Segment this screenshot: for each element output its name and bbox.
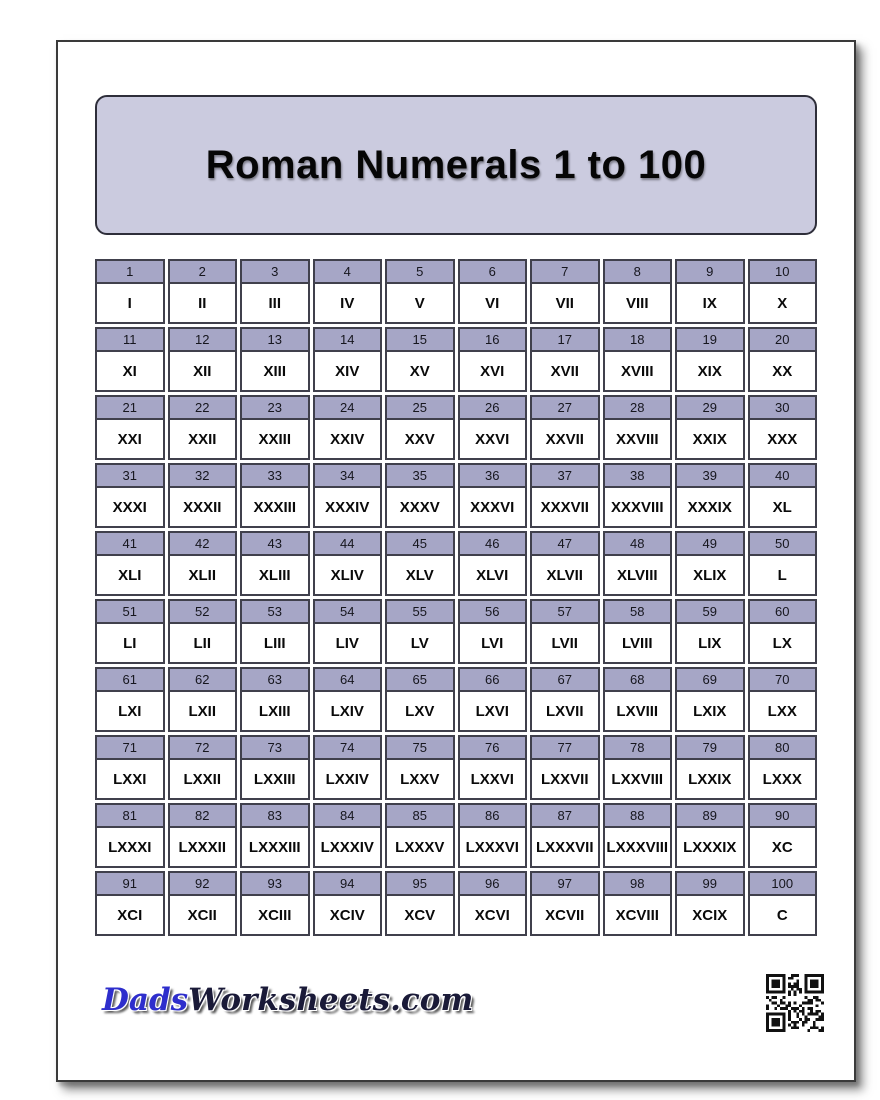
arabic-number-cell: 19 bbox=[675, 327, 745, 350]
roman-numeral-cell: XXXIX bbox=[675, 486, 745, 528]
roman-numeral-cell: XXXIV bbox=[313, 486, 383, 528]
roman-numeral-cell: V bbox=[385, 282, 455, 324]
roman-numeral-cell: XXVI bbox=[458, 418, 528, 460]
table-pair-row bbox=[95, 395, 817, 460]
roman-numeral-cell: XLI bbox=[95, 554, 165, 596]
roman-numeral-cell: XLIX bbox=[675, 554, 745, 596]
roman-numeral-cell: LVI bbox=[458, 622, 528, 664]
arabic-number-cell: 43 bbox=[240, 531, 310, 554]
roman-numeral-cell: LXXXIII bbox=[240, 826, 310, 868]
roman-numeral-cell: XIX bbox=[675, 350, 745, 392]
roman-numeral-cell: XXXVII bbox=[530, 486, 600, 528]
table-pair-row bbox=[95, 735, 817, 800]
roman-numeral-cell: LXXXVI bbox=[458, 826, 528, 868]
arabic-number-cell: 52 bbox=[168, 599, 238, 622]
arabic-number-cell: 5 bbox=[385, 259, 455, 282]
roman-numeral-cell: XLIV bbox=[313, 554, 383, 596]
roman-numeral-cell: LII bbox=[168, 622, 238, 664]
arabic-number-cell: 58 bbox=[603, 599, 673, 622]
roman-numeral-cell: LXXIII bbox=[240, 758, 310, 800]
arabic-number-cell: 94 bbox=[313, 871, 383, 894]
arabic-number-cell: 44 bbox=[313, 531, 383, 554]
roman-numeral-cell: XXX bbox=[748, 418, 818, 460]
arabic-number-cell: 86 bbox=[458, 803, 528, 826]
arabic-number-cell: 36 bbox=[458, 463, 528, 486]
arabic-number-cell: 47 bbox=[530, 531, 600, 554]
roman-numeral-cell: IX bbox=[675, 282, 745, 324]
arabic-number-cell: 82 bbox=[168, 803, 238, 826]
arabic-number-cell: 33 bbox=[240, 463, 310, 486]
roman-numeral-cell: LXXXI bbox=[95, 826, 165, 868]
roman-numeral-cell: XCV bbox=[385, 894, 455, 936]
arabic-number-cell: 16 bbox=[458, 327, 528, 350]
arabic-number-cell: 79 bbox=[675, 735, 745, 758]
arabic-number-cell: 39 bbox=[675, 463, 745, 486]
arabic-number-cell: 90 bbox=[748, 803, 818, 826]
arabic-number-cell: 20 bbox=[748, 327, 818, 350]
arabic-number-cell: 91 bbox=[95, 871, 165, 894]
roman-numeral-cell: LXXXIV bbox=[313, 826, 383, 868]
roman-numeral-cell: LXXX bbox=[748, 758, 818, 800]
roman-numeral-cell: LXX bbox=[748, 690, 818, 732]
arabic-number-cell: 61 bbox=[95, 667, 165, 690]
roman-numerals-table bbox=[95, 259, 817, 936]
arabic-number-cell: 49 bbox=[675, 531, 745, 554]
arabic-number-cell: 59 bbox=[675, 599, 745, 622]
roman-numeral-cell: L bbox=[748, 554, 818, 596]
arabic-number-cell: 63 bbox=[240, 667, 310, 690]
arabic-number-cell: 51 bbox=[95, 599, 165, 622]
arabic-number-cell: 88 bbox=[603, 803, 673, 826]
roman-numeral-cell: XLV bbox=[385, 554, 455, 596]
roman-numeral-cell: XXXVI bbox=[458, 486, 528, 528]
table-pair-row bbox=[95, 803, 817, 868]
roman-numeral-cell: XCVII bbox=[530, 894, 600, 936]
roman-numeral-cell: LIII bbox=[240, 622, 310, 664]
arabic-number-cell: 14 bbox=[313, 327, 383, 350]
table-pair-row bbox=[95, 259, 817, 324]
roman-numeral-cell: LXXII bbox=[168, 758, 238, 800]
roman-numeral-cell: LXXVIII bbox=[603, 758, 673, 800]
roman-numeral-cell: X bbox=[748, 282, 818, 324]
arabic-number-cell: 83 bbox=[240, 803, 310, 826]
arabic-number-cell: 93 bbox=[240, 871, 310, 894]
roman-numeral-cell: LXXXV bbox=[385, 826, 455, 868]
page-title: Roman Numerals 1 to 100 bbox=[205, 142, 707, 187]
roman-numeral-cell: XCII bbox=[168, 894, 238, 936]
roman-numeral-cell: XII bbox=[168, 350, 238, 392]
arabic-number-cell: 28 bbox=[603, 395, 673, 418]
arabic-number-cell: 42 bbox=[168, 531, 238, 554]
arabic-number-cell: 85 bbox=[385, 803, 455, 826]
arabic-number-cell: 23 bbox=[240, 395, 310, 418]
roman-numeral-cell: XXVII bbox=[530, 418, 600, 460]
roman-numeral-cell: VIII bbox=[603, 282, 673, 324]
arabic-number-cell: 25 bbox=[385, 395, 455, 418]
arabic-number-cell: 100 bbox=[748, 871, 818, 894]
arabic-number-cell: 96 bbox=[458, 871, 528, 894]
arabic-number-cell: 46 bbox=[458, 531, 528, 554]
roman-numeral-cell: LXXVII bbox=[530, 758, 600, 800]
roman-numeral-cell: VI bbox=[458, 282, 528, 324]
roman-numeral-cell: XXIII bbox=[240, 418, 310, 460]
roman-numeral-cell: XL bbox=[748, 486, 818, 528]
roman-numeral-cell: XLVII bbox=[530, 554, 600, 596]
arabic-number-cell: 9 bbox=[675, 259, 745, 282]
roman-numeral-cell: XVII bbox=[530, 350, 600, 392]
roman-numeral-cell: LXXXVIII bbox=[603, 826, 673, 868]
roman-numeral-cell: LXIX bbox=[675, 690, 745, 732]
dadsworksheets-logo bbox=[102, 982, 474, 1018]
roman-numeral-cell: XXV bbox=[385, 418, 455, 460]
roman-numeral-cell: XCVIII bbox=[603, 894, 673, 936]
arabic-number-cell: 8 bbox=[603, 259, 673, 282]
arabic-number-cell: 13 bbox=[240, 327, 310, 350]
table-pair-row bbox=[95, 667, 817, 732]
roman-numeral-cell: LXXIV bbox=[313, 758, 383, 800]
roman-numeral-cell: LX bbox=[748, 622, 818, 664]
arabic-number-cell: 70 bbox=[748, 667, 818, 690]
roman-numeral-cell: C bbox=[748, 894, 818, 936]
roman-numeral-cell: LXXV bbox=[385, 758, 455, 800]
arabic-number-cell: 18 bbox=[603, 327, 673, 350]
arabic-number-cell: 60 bbox=[748, 599, 818, 622]
roman-numeral-cell: LIX bbox=[675, 622, 745, 664]
arabic-number-cell: 99 bbox=[675, 871, 745, 894]
roman-numeral-cell: XC bbox=[748, 826, 818, 868]
roman-numeral-cell: XX bbox=[748, 350, 818, 392]
roman-numeral-cell: VII bbox=[530, 282, 600, 324]
roman-numeral-cell: XLVIII bbox=[603, 554, 673, 596]
roman-numeral-cell: XXIX bbox=[675, 418, 745, 460]
arabic-number-cell: 37 bbox=[530, 463, 600, 486]
arabic-number-cell: 10 bbox=[748, 259, 818, 282]
arabic-number-cell: 48 bbox=[603, 531, 673, 554]
roman-numeral-cell: LXXI bbox=[95, 758, 165, 800]
roman-numeral-cell: XIII bbox=[240, 350, 310, 392]
roman-numeral-cell: XCIII bbox=[240, 894, 310, 936]
roman-numeral-cell: LXVI bbox=[458, 690, 528, 732]
roman-numeral-cell: LVIII bbox=[603, 622, 673, 664]
arabic-number-cell: 12 bbox=[168, 327, 238, 350]
roman-numeral-cell: LXXXII bbox=[168, 826, 238, 868]
arabic-number-cell: 80 bbox=[748, 735, 818, 758]
roman-numeral-cell: XI bbox=[95, 350, 165, 392]
arabic-number-cell: 64 bbox=[313, 667, 383, 690]
arabic-number-cell: 81 bbox=[95, 803, 165, 826]
arabic-number-cell: 72 bbox=[168, 735, 238, 758]
roman-numeral-cell: LXXVI bbox=[458, 758, 528, 800]
title-banner bbox=[95, 95, 817, 235]
logo-text-worksheets-com: Worksheets.com bbox=[188, 982, 474, 1018]
arabic-number-cell: 4 bbox=[313, 259, 383, 282]
roman-numeral-cell: LXI bbox=[95, 690, 165, 732]
arabic-number-cell: 57 bbox=[530, 599, 600, 622]
roman-numeral-cell: IV bbox=[313, 282, 383, 324]
roman-numeral-cell: LXIV bbox=[313, 690, 383, 732]
table-pair-row bbox=[95, 531, 817, 596]
arabic-number-cell: 45 bbox=[385, 531, 455, 554]
arabic-number-cell: 89 bbox=[675, 803, 745, 826]
roman-numeral-cell: XV bbox=[385, 350, 455, 392]
arabic-number-cell: 73 bbox=[240, 735, 310, 758]
roman-numeral-cell: LIV bbox=[313, 622, 383, 664]
arabic-number-cell: 50 bbox=[748, 531, 818, 554]
roman-numeral-cell: XXXI bbox=[95, 486, 165, 528]
roman-numeral-cell: LXII bbox=[168, 690, 238, 732]
arabic-number-cell: 24 bbox=[313, 395, 383, 418]
roman-numeral-cell: LXXXIX bbox=[675, 826, 745, 868]
arabic-number-cell: 7 bbox=[530, 259, 600, 282]
roman-numeral-cell: LI bbox=[95, 622, 165, 664]
roman-numeral-cell: XXII bbox=[168, 418, 238, 460]
arabic-number-cell: 1 bbox=[95, 259, 165, 282]
roman-numeral-cell: XXXV bbox=[385, 486, 455, 528]
arabic-number-cell: 55 bbox=[385, 599, 455, 622]
arabic-number-cell: 67 bbox=[530, 667, 600, 690]
arabic-number-cell: 98 bbox=[603, 871, 673, 894]
roman-numeral-cell: LXXXVII bbox=[530, 826, 600, 868]
table-pair-row bbox=[95, 599, 817, 664]
arabic-number-cell: 34 bbox=[313, 463, 383, 486]
roman-numeral-cell: XLVI bbox=[458, 554, 528, 596]
worksheet-page bbox=[56, 40, 856, 1082]
arabic-number-cell: 27 bbox=[530, 395, 600, 418]
roman-numeral-cell: XCI bbox=[95, 894, 165, 936]
arabic-number-cell: 15 bbox=[385, 327, 455, 350]
arabic-number-cell: 21 bbox=[95, 395, 165, 418]
roman-numeral-cell: LVII bbox=[530, 622, 600, 664]
roman-numeral-cell: XXVIII bbox=[603, 418, 673, 460]
arabic-number-cell: 53 bbox=[240, 599, 310, 622]
roman-numeral-cell: LV bbox=[385, 622, 455, 664]
arabic-number-cell: 29 bbox=[675, 395, 745, 418]
roman-numeral-cell: XXIV bbox=[313, 418, 383, 460]
arabic-number-cell: 66 bbox=[458, 667, 528, 690]
roman-numeral-cell: I bbox=[95, 282, 165, 324]
arabic-number-cell: 41 bbox=[95, 531, 165, 554]
arabic-number-cell: 78 bbox=[603, 735, 673, 758]
arabic-number-cell: 26 bbox=[458, 395, 528, 418]
roman-numeral-cell: XVI bbox=[458, 350, 528, 392]
table-pair-row bbox=[95, 463, 817, 528]
roman-numeral-cell: XXXVIII bbox=[603, 486, 673, 528]
roman-numeral-cell: XXXIII bbox=[240, 486, 310, 528]
arabic-number-cell: 17 bbox=[530, 327, 600, 350]
roman-numeral-cell: XCIX bbox=[675, 894, 745, 936]
arabic-number-cell: 71 bbox=[95, 735, 165, 758]
roman-numeral-cell: II bbox=[168, 282, 238, 324]
arabic-number-cell: 74 bbox=[313, 735, 383, 758]
roman-numeral-cell: XVIII bbox=[603, 350, 673, 392]
roman-numeral-cell: LXIII bbox=[240, 690, 310, 732]
roman-numeral-cell: III bbox=[240, 282, 310, 324]
arabic-number-cell: 30 bbox=[748, 395, 818, 418]
table-pair-row bbox=[95, 327, 817, 392]
arabic-number-cell: 65 bbox=[385, 667, 455, 690]
arabic-number-cell: 95 bbox=[385, 871, 455, 894]
roman-numeral-cell: XCVI bbox=[458, 894, 528, 936]
arabic-number-cell: 54 bbox=[313, 599, 383, 622]
qr-code-icon bbox=[766, 974, 824, 1032]
logo-text-dads: Dads bbox=[102, 982, 189, 1018]
arabic-number-cell: 62 bbox=[168, 667, 238, 690]
roman-numeral-cell: XLII bbox=[168, 554, 238, 596]
arabic-number-cell: 11 bbox=[95, 327, 165, 350]
roman-numeral-cell: LXV bbox=[385, 690, 455, 732]
roman-numeral-cell: XCIV bbox=[313, 894, 383, 936]
arabic-number-cell: 84 bbox=[313, 803, 383, 826]
arabic-number-cell: 75 bbox=[385, 735, 455, 758]
arabic-number-cell: 97 bbox=[530, 871, 600, 894]
arabic-number-cell: 76 bbox=[458, 735, 528, 758]
arabic-number-cell: 87 bbox=[530, 803, 600, 826]
roman-numeral-cell: LXVII bbox=[530, 690, 600, 732]
arabic-number-cell: 2 bbox=[168, 259, 238, 282]
roman-numeral-cell: XXXII bbox=[168, 486, 238, 528]
roman-numeral-cell: XIV bbox=[313, 350, 383, 392]
arabic-number-cell: 31 bbox=[95, 463, 165, 486]
arabic-number-cell: 68 bbox=[603, 667, 673, 690]
roman-numeral-cell: XLIII bbox=[240, 554, 310, 596]
roman-numeral-cell: LXVIII bbox=[603, 690, 673, 732]
arabic-number-cell: 69 bbox=[675, 667, 745, 690]
arabic-number-cell: 3 bbox=[240, 259, 310, 282]
arabic-number-cell: 38 bbox=[603, 463, 673, 486]
arabic-number-cell: 40 bbox=[748, 463, 818, 486]
arabic-number-cell: 77 bbox=[530, 735, 600, 758]
table-pair-row bbox=[95, 871, 817, 936]
arabic-number-cell: 35 bbox=[385, 463, 455, 486]
arabic-number-cell: 32 bbox=[168, 463, 238, 486]
arabic-number-cell: 22 bbox=[168, 395, 238, 418]
arabic-number-cell: 56 bbox=[458, 599, 528, 622]
roman-numeral-cell: XXI bbox=[95, 418, 165, 460]
arabic-number-cell: 92 bbox=[168, 871, 238, 894]
roman-numeral-cell: LXXIX bbox=[675, 758, 745, 800]
arabic-number-cell: 6 bbox=[458, 259, 528, 282]
